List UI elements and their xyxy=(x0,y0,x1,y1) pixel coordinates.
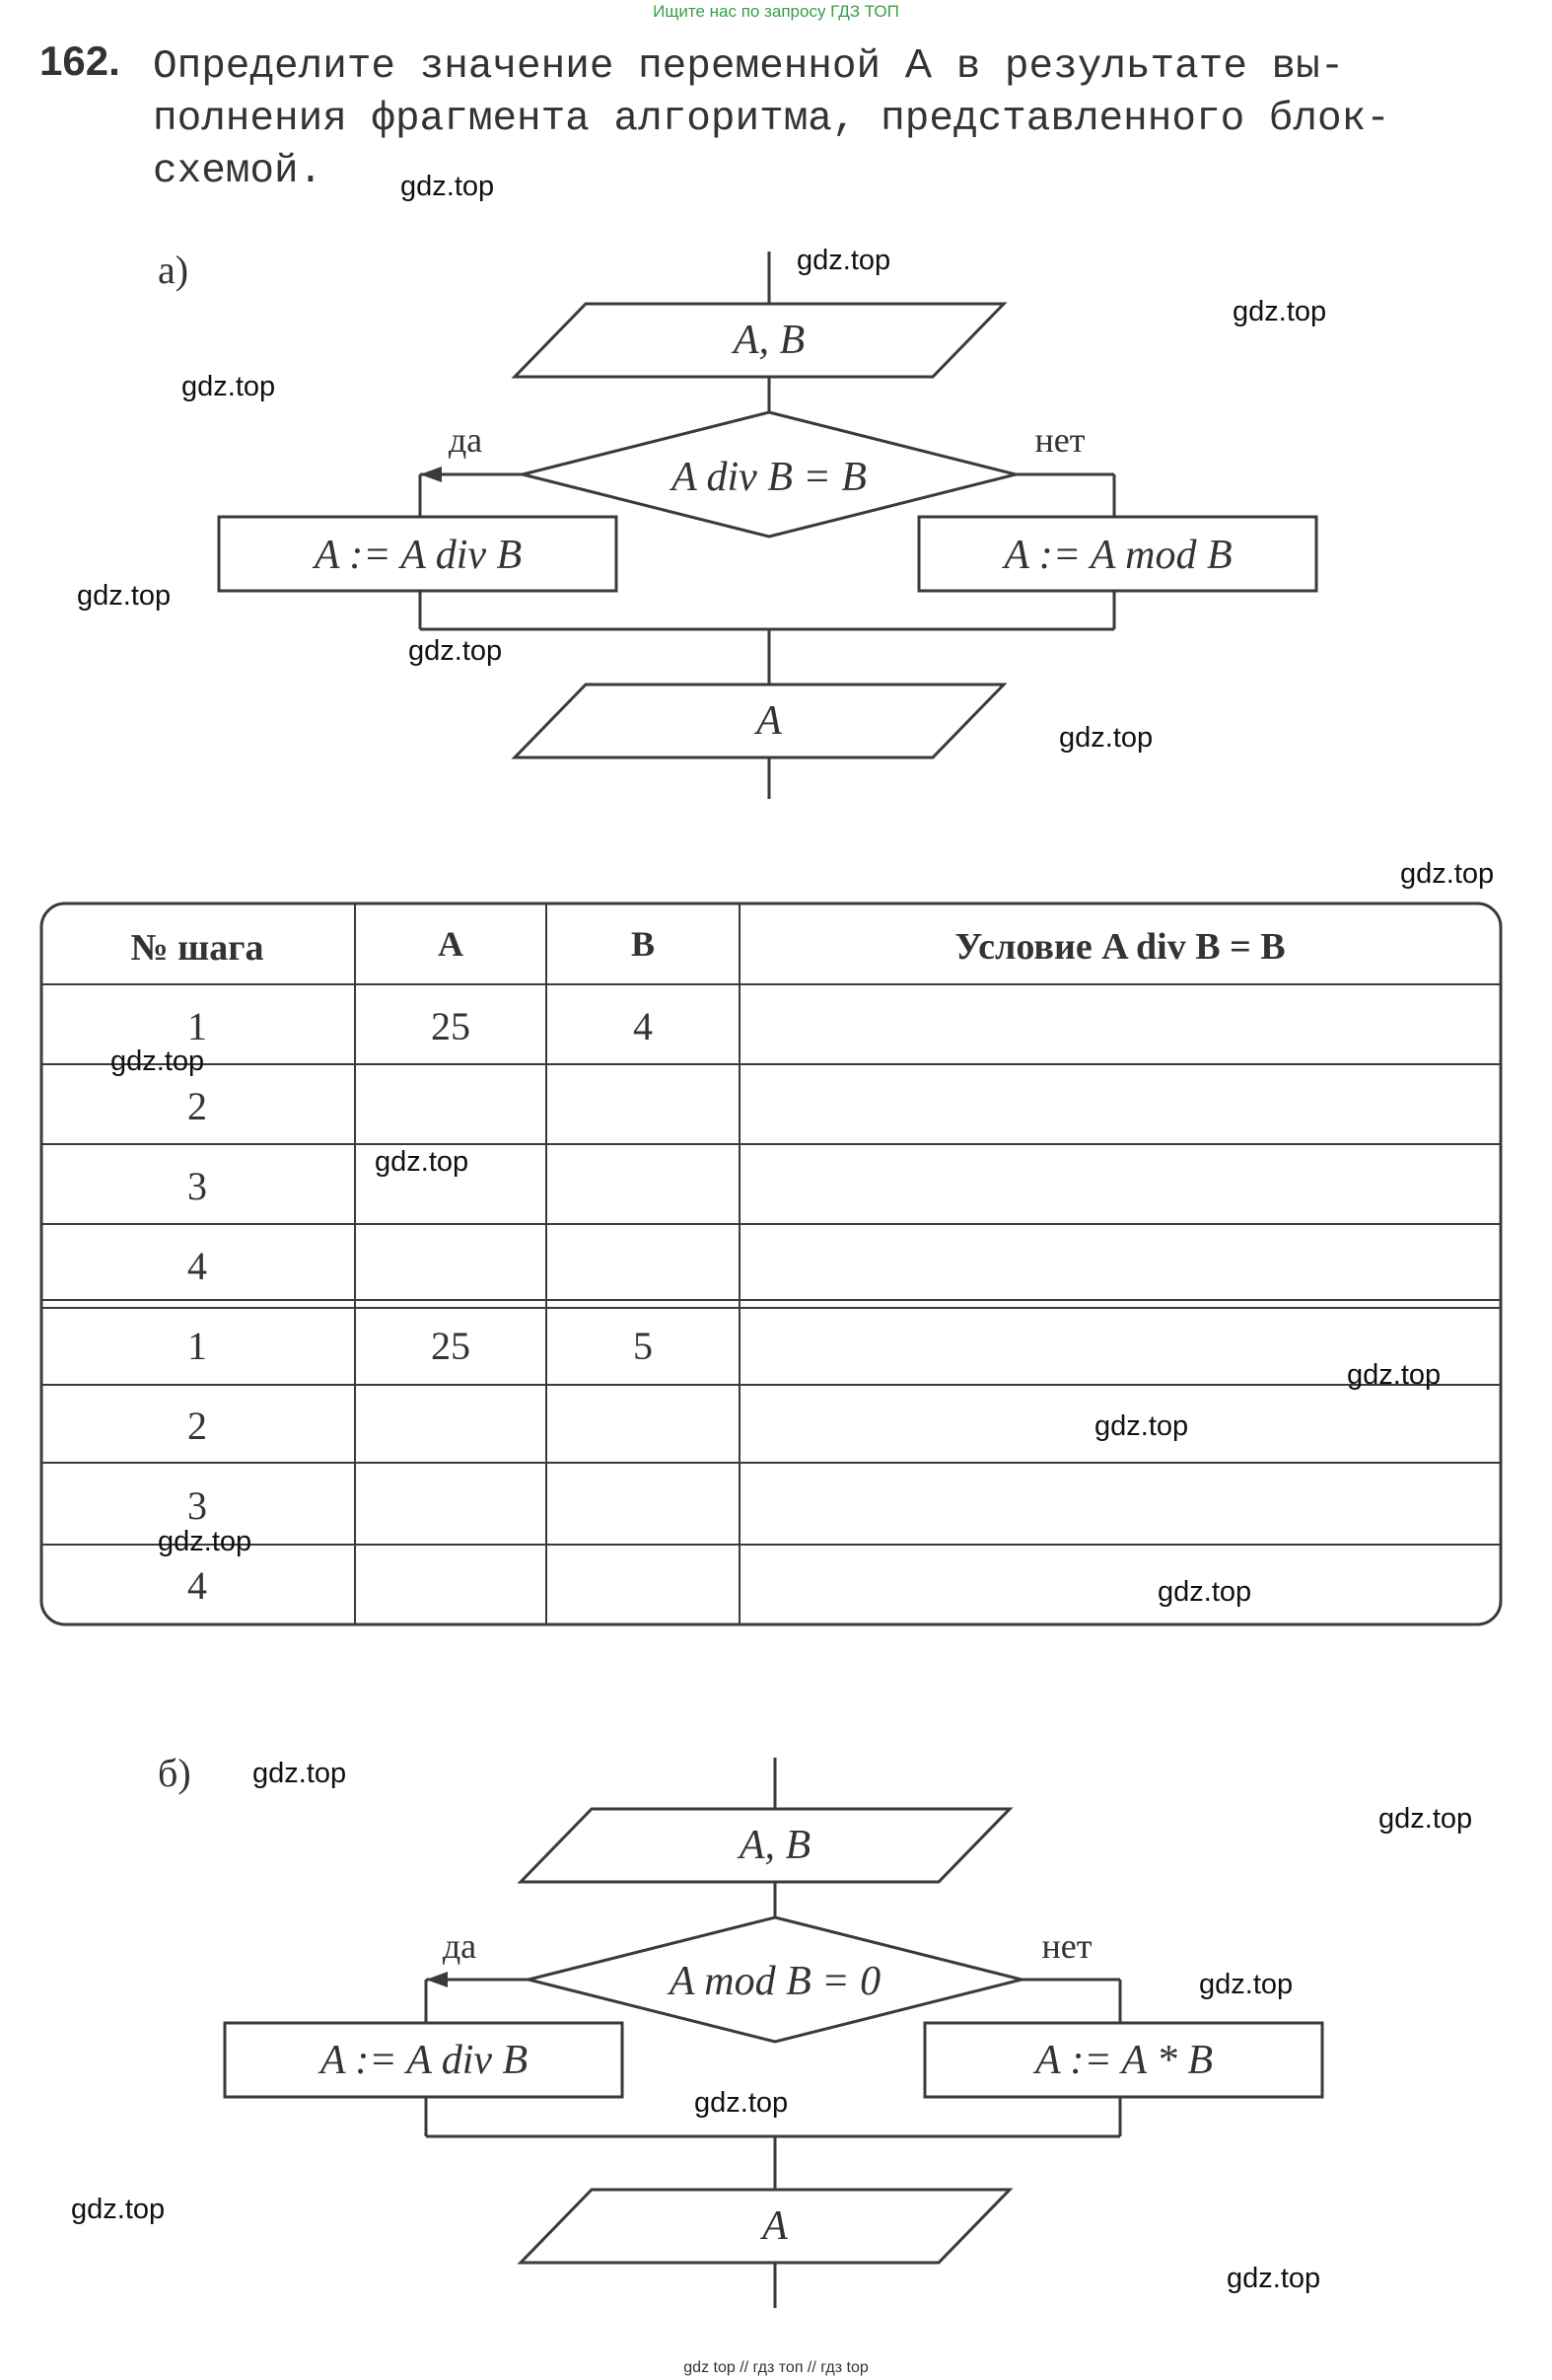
table-grid xyxy=(41,903,1501,1624)
table-cell: 4 xyxy=(633,1004,653,1048)
watermark[interactable]: gdz.top xyxy=(694,2087,789,2119)
table-cell: 3 xyxy=(187,1164,207,1208)
table-header-a: A xyxy=(438,924,463,964)
watermark[interactable]: gdz.top xyxy=(71,2194,166,2225)
flow-b-yes-arrow xyxy=(426,1972,448,1987)
watermark[interactable]: gdz.top xyxy=(1400,858,1495,890)
trace-table xyxy=(0,888,1552,1637)
table-header-step: № шага xyxy=(130,927,264,969)
table-cell: 3 xyxy=(187,1483,207,1528)
table-cell: 1 xyxy=(187,1004,207,1048)
flow-a-input-text: A, B xyxy=(733,318,806,363)
task-text xyxy=(153,37,1494,198)
flow-a-yes-label: да xyxy=(448,420,483,460)
table-cell: 4 xyxy=(187,1244,207,1288)
flowchart-a xyxy=(0,247,1552,809)
table-cell: 25 xyxy=(431,1324,470,1368)
watermark[interactable]: gdz.top xyxy=(1378,1803,1473,1835)
table-header-condition: Условие A div B = B xyxy=(954,926,1286,968)
flow-b-yes-label: да xyxy=(442,1926,477,1966)
task-line-3: схемой. xyxy=(153,149,323,194)
watermark[interactable]: gdz.top xyxy=(77,580,172,612)
watermark[interactable]: gdz.top xyxy=(1347,1359,1442,1391)
table-cell: 1 xyxy=(187,1324,207,1368)
task-variable: A xyxy=(904,40,933,86)
flow-a-output-text: A xyxy=(756,698,782,744)
flow-b-yes-action-text: A := A div B xyxy=(319,2038,529,2083)
watermark[interactable]: gdz.top xyxy=(1233,296,1327,327)
watermark[interactable]: gdz.top xyxy=(400,171,495,202)
bottom-banner[interactable]: gdz top // гдз топ // гдз top xyxy=(683,2359,869,2376)
watermark[interactable]: gdz.top xyxy=(408,635,503,667)
flow-a-yes-action-text: A := A div B xyxy=(314,533,523,578)
part-a-label: а) xyxy=(158,248,189,292)
task-line-1 xyxy=(153,37,1494,94)
flow-a-condition-text: A div B = B xyxy=(671,455,867,500)
watermark[interactable]: gdz.top xyxy=(1227,2263,1321,2294)
task-line-1-post: в результате вы- xyxy=(932,44,1345,90)
flow-b-input-text: A, B xyxy=(739,1823,811,1868)
flow-b-condition-text: A mod B = 0 xyxy=(669,1959,882,2004)
watermark[interactable]: gdz.top xyxy=(797,245,891,276)
watermark[interactable]: gdz.top xyxy=(1158,1576,1252,1608)
flow-b-no-label: нет xyxy=(1041,1926,1093,1966)
watermark[interactable]: gdz.top xyxy=(1059,722,1154,754)
table-cell: 2 xyxy=(187,1404,207,1448)
table-rows xyxy=(187,1004,653,1608)
table-header-b: B xyxy=(630,924,656,964)
part-b-label: б) xyxy=(158,1751,191,1795)
flow-a-no-action-text: A := A mod B xyxy=(1004,533,1233,578)
task-line-2: полнения фрагмента алгоритма, представленного блок- xyxy=(153,97,1390,142)
watermark[interactable]: gdz.top xyxy=(252,1758,347,1789)
flowchart-b xyxy=(0,1756,1552,2328)
watermark[interactable]: gdz.top xyxy=(1094,1410,1189,1442)
table-cell: 4 xyxy=(187,1563,207,1608)
flow-b-no-action-text: A := A * B xyxy=(1034,2038,1214,2083)
table-cell: 5 xyxy=(633,1324,653,1368)
watermark[interactable]: gdz.top xyxy=(1199,1969,1294,2000)
table-border xyxy=(41,903,1501,1624)
task-number: 162. xyxy=(39,37,120,84)
table-cell: 25 xyxy=(431,1004,470,1048)
watermark[interactable]: gdz.top xyxy=(158,1526,252,1557)
flow-b-output-text: A xyxy=(762,2203,788,2249)
flow-a-no-label: нет xyxy=(1034,420,1086,460)
watermark[interactable]: gdz.top xyxy=(375,1146,469,1178)
task-line-1-pre: Определите значение переменной xyxy=(153,44,905,90)
watermark[interactable]: gdz.top xyxy=(181,371,276,402)
table-cell: 2 xyxy=(187,1084,207,1128)
top-banner[interactable]: Ищите нас по запросу ГДЗ ТОП xyxy=(653,2,899,21)
watermark[interactable]: gdz.top xyxy=(110,1046,205,1077)
flow-a-yes-arrow xyxy=(420,467,442,482)
